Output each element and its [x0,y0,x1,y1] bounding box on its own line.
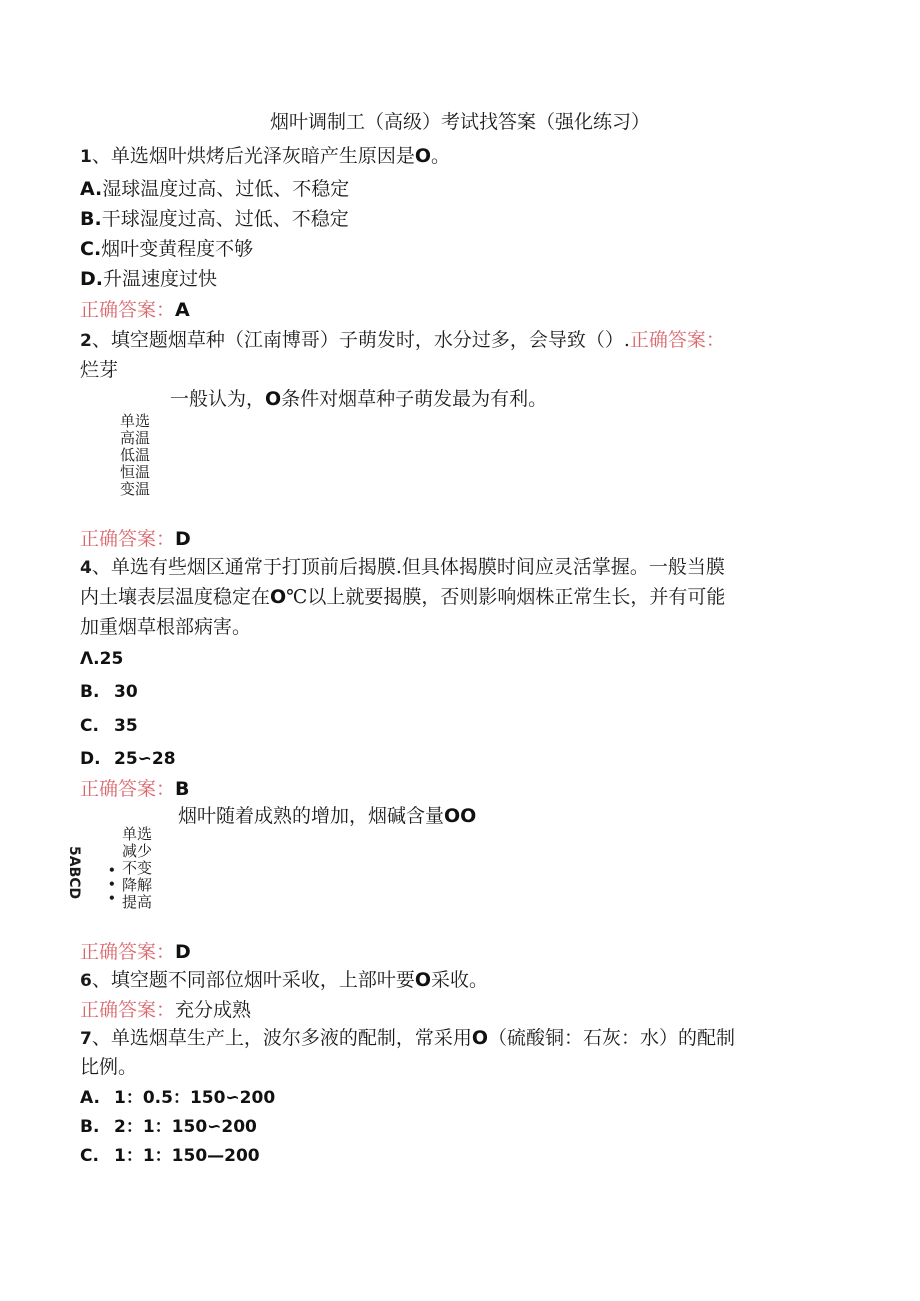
option-d [80,265,217,293]
bullet-icon: • [108,877,116,891]
option-c [80,235,253,263]
question-text: 、单选烟叶烘烤后光泽灰暗产生原因是 [91,145,415,167]
question-4-line1 [80,553,725,582]
blank-marker: O [270,586,287,608]
answer-5 [80,938,191,966]
option-c [80,712,138,740]
option-text: 1：0.5：150∽200 [114,1088,276,1108]
option-a [80,1084,275,1112]
question-1 [80,142,450,171]
option-key: B. [80,1117,100,1137]
answer-3 [80,525,191,553]
blank-marker: O [414,969,432,991]
answer-6 [80,996,251,1024]
answer-value: 充分成熟 [175,999,252,1021]
question-5 [178,802,476,830]
q5-option-c: 降解 [122,876,153,894]
question-number: 1 [80,147,92,167]
option-key: D. [80,268,103,290]
q5-option-d: 提高 [122,893,153,911]
option-d [80,745,176,773]
question-7-line1 [80,1024,735,1053]
q5-small-label: 单选 [122,825,153,843]
option-text: 25 [99,649,124,669]
option-text: 干球湿度过高、过低、不稳定 [101,208,349,230]
q3-option-b: 低温 [120,446,151,464]
question-number: 7 [80,1029,92,1049]
answer-label: 正确答案： [80,528,176,550]
option-key: Λ. [80,649,100,669]
page-title: 烟叶调制工（高级）考试找答案（强化练习） [269,111,650,133]
option-text: 2：1：150∽200 [114,1117,257,1137]
option-b [80,1113,257,1141]
option-key: C. [80,716,99,736]
option-key: C. [80,1146,99,1166]
bullet-icon: • [108,891,116,905]
answer-value: B [175,778,190,800]
option-b [80,678,138,706]
option-key: B. [80,208,102,230]
option-text: 30 [114,682,138,702]
q3-option-a: 高温 [120,429,151,447]
question-text: 采收。 [431,969,489,991]
answer-label: 正确答案： [80,999,176,1021]
q5-option-b: 不变 [122,859,153,877]
q5-vertical-label: 5ABCD [66,846,82,900]
q3-small-label: 单选 [120,412,151,430]
blank-marker: O [414,145,432,167]
question-text: （硫酸铜：石灰：水）的配制 [488,1027,736,1049]
answer-4 [80,775,190,803]
answer-value: D [175,941,191,963]
question-text: 烟叶随着成熟的增加，烟碱含量 [178,805,445,827]
blank-marker: O [471,1027,489,1049]
q3-option-c: 恒温 [120,463,151,481]
option-b [80,205,349,233]
option-text: 湿球温度过高、过低、不稳定 [102,178,350,200]
question-number: 6 [80,971,92,991]
option-a [80,645,123,673]
answer-label: 正确答案： [80,778,176,800]
blank-marker: OO [444,805,477,827]
bullet-icon: • [108,863,116,877]
answer-2: 烂芽 [80,359,119,381]
question-text: 、单选烟草生产上，波尔多液的配制，常采用 [91,1027,472,1049]
option-key: A. [80,1088,100,1108]
question-text: 条件对烟草种子萌发最为有利。 [281,388,548,410]
question-4-line2 [80,583,725,611]
question-text: ℃以上就要揭膜，否则影响烟株正常生长，并有可能 [286,586,726,608]
question-end: 。 [431,145,451,167]
question-2 [80,326,725,355]
answer-value: D [175,528,191,550]
option-c [80,1142,260,1170]
question-3 [170,385,547,413]
question-6 [80,966,488,995]
option-key: B. [80,682,100,702]
answer-label: 正确答案： [629,329,725,351]
question-7-line2: 比例。 [80,1056,138,1078]
option-text: 25∽28 [114,749,176,769]
option-key: A. [80,178,103,200]
question-text: 、填空题烟草种（江南博哥）子萌发时，水分过多，会导致（）. [91,329,630,351]
option-text: 35 [114,716,138,736]
q5-option-a: 减少 [122,842,153,860]
answer-label: 正确答案： [80,299,176,321]
question-text: 一般认为， [170,388,266,410]
question-number: 2 [80,331,92,351]
answer-1 [80,296,190,324]
question-text: 、单选有些烟区通常于打顶前后揭膜.但具体揭膜时间应灵活掌握。一般当膜 [91,556,725,578]
option-text: 烟叶变黄程度不够 [101,238,254,260]
question-number: 4 [80,558,92,578]
option-a [80,175,349,203]
option-key: D. [80,749,101,769]
question-text: 、填空题不同部位烟叶采收，上部叶要 [91,969,415,991]
option-key: C. [80,238,102,260]
option-text: 升温速度过快 [103,268,218,290]
option-text: 1：1：150—200 [114,1146,260,1166]
question-text: 内土壤表层温度稳定在 [80,586,271,608]
blank-marker: O [265,388,282,410]
question-4-line3: 加重烟草根部病害。 [80,616,252,638]
answer-label: 正确答案： [80,941,176,963]
answer-value: A [175,299,190,321]
q3-option-d: 变温 [120,480,151,498]
